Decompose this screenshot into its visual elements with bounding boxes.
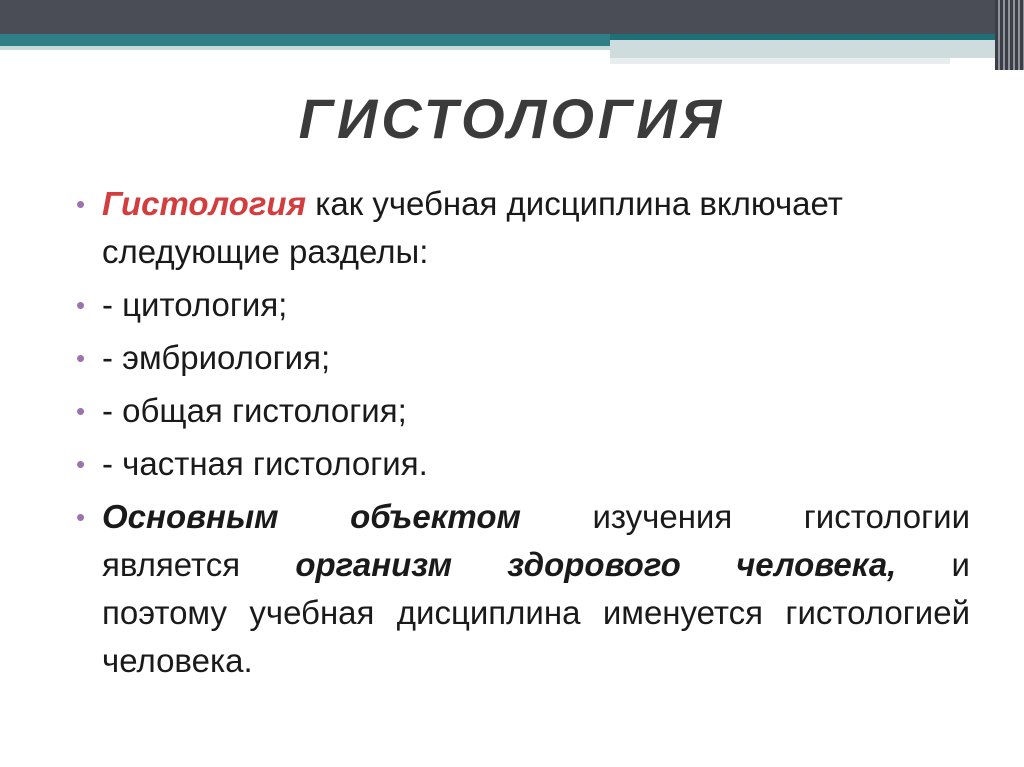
list-item-embryology xyxy=(70,334,970,382)
main-object-text-2: и поэтому учебная дисциплина именуется гистологией человека. xyxy=(102,546,970,679)
section-cytology: - цитология; xyxy=(102,286,288,323)
list-item-special-histology xyxy=(70,440,970,488)
section-general-histology: - общая гистология; xyxy=(102,392,407,429)
header-band-dark xyxy=(0,0,1024,34)
list-item-cytology xyxy=(70,281,970,329)
definition-text: как учебная дисциплина включает следующие разделы: xyxy=(102,185,843,270)
bullet-list xyxy=(70,180,970,690)
healthy-organism-emphasis: организм здорового человека, xyxy=(295,546,897,583)
list-item-general-histology xyxy=(70,387,970,435)
bullet-icon: • xyxy=(76,502,86,532)
header-band-right-light xyxy=(610,40,1000,58)
bullet-icon: • xyxy=(76,449,86,479)
header-band-right-pale xyxy=(610,58,950,64)
main-object-text-1: изучения гистологии является xyxy=(102,498,970,583)
bullet-icon: • xyxy=(76,189,86,219)
bullet-icon: • xyxy=(76,343,86,373)
section-special-histology: - частная гистология. xyxy=(102,445,428,482)
bullet-icon: • xyxy=(76,396,86,426)
slide-title: ГИСТОЛОГИЯ xyxy=(298,87,726,150)
bullet-icon: • xyxy=(76,290,86,320)
header-stripes-decoration xyxy=(995,0,1024,70)
main-object-emphasis: Основным объектом xyxy=(102,498,521,535)
list-item-main-object xyxy=(70,493,970,685)
header-band-teal-light xyxy=(0,46,610,50)
list-item-definition xyxy=(70,180,970,276)
section-embryology: - эмбриология; xyxy=(102,339,331,376)
header-band-teal xyxy=(0,34,610,46)
term-histology: Гистология xyxy=(102,185,307,222)
